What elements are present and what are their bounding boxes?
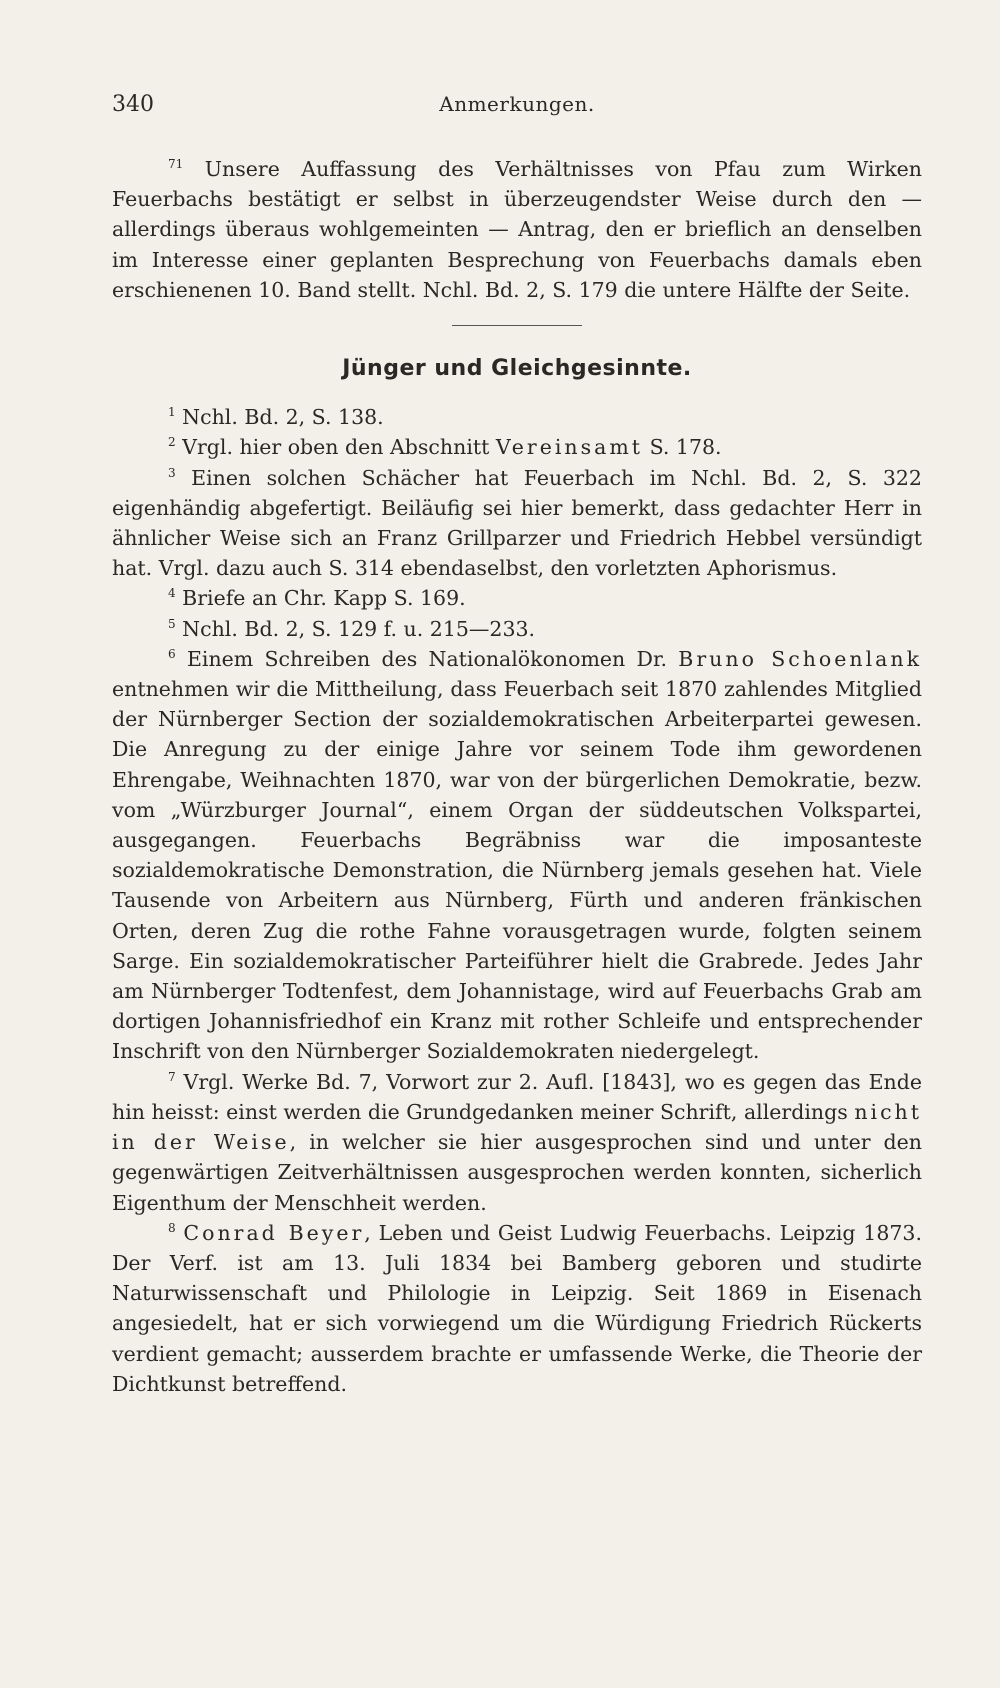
note-text: , Leben und Geist Ludwig Feuerbachs. Leipzig 1873. Der Verf. ist am 13. Juli 1834 bei Bamberg geboren und studirte Naturwissenschaft und Philologie in Leipzig. Seit 1869 in Eisenach angesiedelt, hat er sich vorwiegend um die Würdigung Friedrich Rückerts verdient gemacht; ausserdem brachte er umfassende Werke, die Theorie der Dichtkunst betreffend. bbox=[112, 1220, 922, 1396]
emphasized-text: nicht in der Weise bbox=[112, 1099, 922, 1155]
note-marker: 71 bbox=[168, 157, 184, 171]
running-head: Anmerkungen. bbox=[439, 92, 595, 116]
note-text: S. 178. bbox=[643, 435, 722, 460]
note-text: Unsere Auffassung des Verhältnisses von Pfau zum Wirken Feuerbachs bestätigt er selbst in überzeugendster Weise durch den — allerdings überaus wohlgemeinten — Antrag, den er brieflich an denselben im Interesse einer geplanten Besprechung von Feuerbachs damals eben erschienenen 10. Band stellt. Nchl. Bd. 2, S. 179 die untere Hälfte der Seite. bbox=[112, 157, 922, 302]
note-text: Einen solchen Schächer hat Feuerbach im Nchl. Bd. 2, S. 322 eigenhändig abgefertigt. Beiläufig sei hier bemerkt, dass gedachter Herr in ähnlicher Weise sich an Franz Grillparzer und Friedrich Hebbel versündigt hat. Vrgl. dazu auch S. 314 ebendaselbst, den vorletzten Aphorismus. bbox=[112, 465, 922, 581]
note-5 bbox=[112, 614, 922, 644]
note-6 bbox=[112, 644, 922, 1067]
note-71 bbox=[112, 154, 922, 305]
note-2 bbox=[112, 432, 922, 462]
note-text: Vrgl. hier oben den Abschnitt bbox=[182, 435, 496, 460]
note-marker: 1 bbox=[168, 405, 176, 420]
page-number: 340 bbox=[112, 92, 154, 117]
note-text: Briefe an Chr. Kapp S. 169. bbox=[182, 586, 466, 611]
note-marker: 4 bbox=[168, 586, 176, 601]
page-header bbox=[112, 92, 922, 128]
section-divider bbox=[452, 325, 582, 326]
note-text: , in welcher sie hier ausgesprochen sind und unter den gegenwärtigen Zeitverhältnissen ausgesprochen werden konnten, sicherlich Eigenthum der Menschheit werden. bbox=[112, 1130, 922, 1215]
note-text: entnehmen wir die Mittheilung, dass Feuerbach seit 1870 zahlendes Mitglied der Nürnberger Section der sozialdemokratischen Arbeiterpartei gewesen. Die Anregung zu der einige Jahre vor seinem Tode ihm gewordenen Ehrengabe, Weihnachten 1870, war von der bürgerlichen Demokratie, bezw. vom „Würzburger Journal“, einem Organ der süddeutschen Volkspartei, ausgegangen. Feuerbachs Begräbniss war die imposanteste sozialdemokratische Demonstration, die Nürnberg jemals gesehen hat. Viele Tausende von Arbeitern aus Nürnberg, Fürth und anderen fränkischen Orten, deren Zug die rothe Fahne vorausgetragen wurde, folgten seinem Sarge. Ein sozialdemokratischer Parteiführer hielt die Grabrede. Jedes Jahr am Nürnberger Todtenfest, dem Johannistage, wird auf Feuerbachs Grab am dortigen Johannisfriedhof ein Kranz mit rother Schleife und entsprechender Inschrift von den Nürnberger Sozialdemokraten niedergelegt. bbox=[112, 677, 922, 1064]
note-text: Nchl. Bd. 2, S. 138. bbox=[182, 405, 384, 430]
note-4 bbox=[112, 583, 922, 613]
note-7 bbox=[112, 1067, 922, 1218]
section-title: Jünger und Gleichgesinnte. bbox=[342, 356, 692, 382]
note-marker: 3 bbox=[168, 465, 176, 480]
emphasized-text: Bruno Schoenlank bbox=[678, 646, 922, 671]
note-marker: 6 bbox=[168, 646, 176, 661]
notes-body bbox=[112, 154, 922, 1399]
note-text: Vrgl. Werke Bd. 7, Vorwort zur 2. Aufl. [1843], wo es gegen das Ende hin heisst: einst werden die Grundgedanken meiner Schrift, allerdings bbox=[112, 1069, 922, 1124]
emphasized-text: Conrad Beyer bbox=[183, 1220, 365, 1245]
note-marker: 8 bbox=[168, 1220, 176, 1235]
note-text: Nchl. Bd. 2, S. 129 f. u. 215—233. bbox=[182, 616, 536, 641]
note-text: Einem Schreiben des Nationalökonomen Dr. bbox=[186, 646, 679, 671]
note-1 bbox=[112, 402, 922, 432]
note-marker: 7 bbox=[168, 1069, 176, 1084]
note-marker: 2 bbox=[168, 435, 176, 450]
note-3 bbox=[112, 463, 922, 584]
note-8 bbox=[112, 1218, 922, 1399]
note-marker: 5 bbox=[168, 616, 176, 631]
emphasized-text: Vereinsamt bbox=[495, 435, 644, 460]
